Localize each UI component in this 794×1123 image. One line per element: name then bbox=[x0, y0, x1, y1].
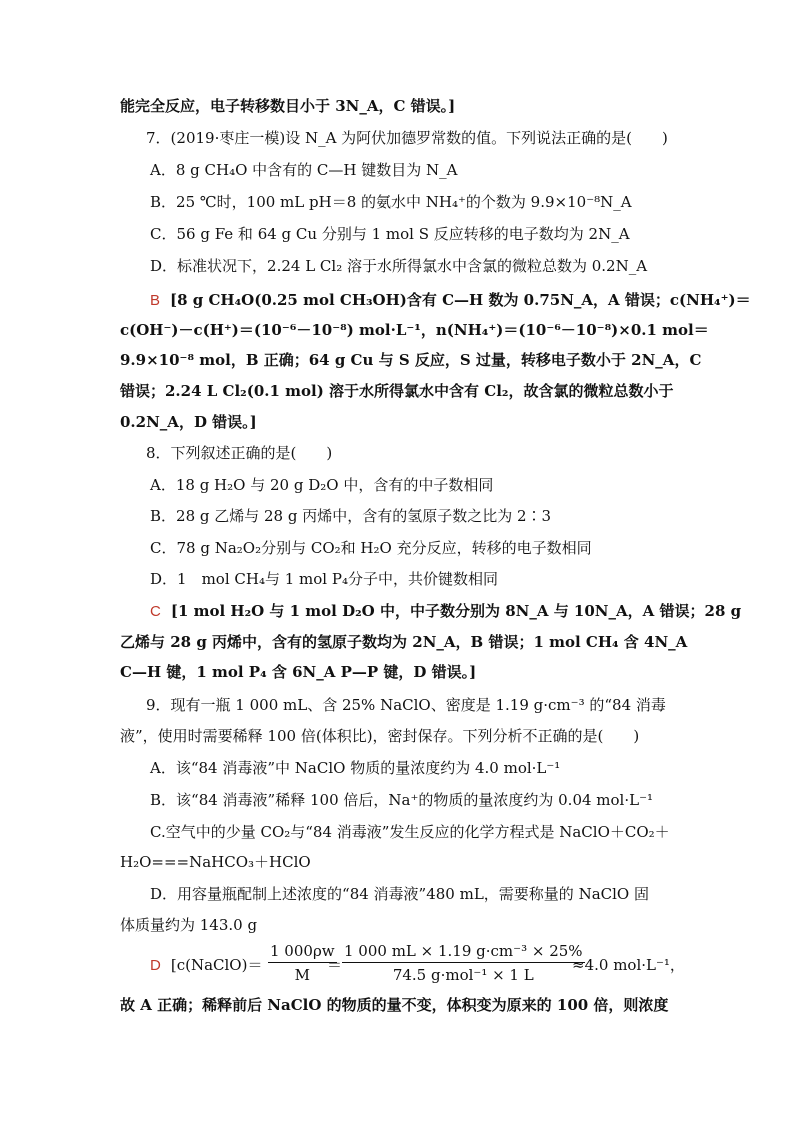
text-line: C—H 键，1 mol P₄ 含 6N_A P—P 键，D 错误。] bbox=[120, 663, 477, 681]
question-8-explanation bbox=[150, 601, 741, 622]
fraction-2-numerator: 1 000 mL × 1.19 g·cm⁻³ × 25% bbox=[342, 942, 585, 963]
question-8-option-d: D．1 mol CH₄与 1 mol P₄分子中，共价键数相同 bbox=[150, 570, 498, 588]
fraction-1-denominator: M bbox=[294, 966, 310, 984]
formula-lhs: [c(NaClO)＝ bbox=[170, 956, 263, 974]
text-line: 能完全反应，电子转移数目小于 3N_A，C 错误。] bbox=[120, 97, 456, 115]
question-7-option-c: C．56 g Fe 和 64 g Cu 分别与 1 mol S 反应转移的电子数均为 2N_A bbox=[150, 225, 630, 243]
question-7-stem: 7．(2019·枣庄一模)设 N_A 为阿伏加德罗常数的值。下列说法正确的是( ) bbox=[146, 129, 668, 147]
text-line: 9.9×10⁻⁸ mol，B 正确；64 g Cu 与 S 反应，S 过量，转移电子数小于 2N_A，C bbox=[120, 351, 702, 369]
text-line: 故 A 正确；稀释前后 NaClO 的物质的量不变，体积变为原来的 100 倍，则浓度 bbox=[120, 996, 669, 1014]
question-7-option-a: A．8 g CH₄O 中含有的 C—H 键数目为 N_A bbox=[150, 161, 458, 179]
question-9-option-d: D．用容量瓶配制上述浓度的“84 消毒液”480 mL，需要称量的 NaClO 固 bbox=[150, 885, 649, 903]
question-9-option-c: C.空气中的少量 CO₂与“84 消毒液”发生反应的化学方程式是 NaClO＋CO₂＋ bbox=[150, 823, 670, 841]
explanation-text: [1 mol H₂O 与 1 mol D₂O 中，中子数分别为 8N_A 与 10N_A，A 错误；28 g bbox=[170, 602, 742, 620]
formula-equals: ＝ bbox=[327, 956, 343, 974]
answer-letter: D bbox=[150, 957, 161, 974]
question-9-option-d-cont: 体质量约为 143.0 g bbox=[120, 916, 258, 934]
text-line: 0.2N_A，D 错误。] bbox=[120, 413, 257, 431]
text-line: 乙烯与 28 g 丙烯中，含有的氢原子数均为 2N_A，B 错误；1 mol CH₄ 含 4N_A bbox=[120, 633, 688, 651]
answer-letter: C bbox=[150, 603, 161, 620]
question-7-option-d: D．标准状况下，2.24 L Cl₂ 溶于水所得氯水中含氯的微粒总数为 0.2N_A bbox=[150, 257, 648, 275]
fraction-1-numerator: 1 000ρw bbox=[268, 942, 337, 963]
question-8-stem: 8．下列叙述正确的是( ) bbox=[146, 444, 333, 462]
text-line: 错误；2.24 L Cl₂(0.1 mol) 溶于水所得氯水中含有 Cl₂，故含氯的微粒总数小于 bbox=[120, 382, 674, 400]
text-line: c(OH⁻)－c(H⁺)＝(10⁻⁶－10⁻⁸) mol·L⁻¹，n(NH₄⁺)＝(10⁻⁶－10⁻⁸)×0.1 mol＝ bbox=[120, 321, 709, 339]
answer-letter-line bbox=[150, 955, 262, 976]
question-7-explanation bbox=[150, 290, 751, 311]
question-9-stem-cont: 液”，使用时需要稀释 100 倍(体积比)，密封保存。下列分析不正确的是( ) bbox=[120, 727, 640, 745]
question-9-option-b: B．该“84 消毒液”稀释 100 倍后，Na⁺的物质的量浓度约为 0.04 mol·L⁻¹ bbox=[150, 791, 654, 809]
fraction-2-denominator: 74.5 g·mol⁻¹ × 1 L bbox=[392, 966, 534, 984]
question-8-option-a: A．18 g H₂O 与 20 g D₂O 中，含有的中子数相同 bbox=[150, 476, 494, 494]
answer-letter: B bbox=[150, 292, 161, 309]
question-8-option-b: B．28 g 乙烯与 28 g 丙烯中，含有的氢原子数之比为 2∶3 bbox=[150, 507, 552, 525]
question-8-option-c: C．78 g Na₂O₂分别与 CO₂和 H₂O 充分反应，转移的电子数相同 bbox=[150, 539, 592, 557]
explanation-text: [8 g CH₄O(0.25 mol CH₃OH)含有 C—H 数为 0.75N_A，A 错误；c(NH₄⁺)＝ bbox=[170, 291, 751, 309]
formula-rhs: ≈4.0 mol·L⁻¹， bbox=[572, 956, 685, 974]
question-9-option-a: A．该“84 消毒液”中 NaClO 物质的量浓度约为 4.0 mol·L⁻¹ bbox=[150, 759, 561, 777]
question-9-option-c-cont: H₂O===NaHCO₃＋HClO bbox=[120, 853, 311, 871]
fraction-2 bbox=[342, 942, 585, 984]
question-9-stem: 9．现有一瓶 1 000 mL、含 25% NaClO、密度是 1.19 g·cm⁻³ 的“84 消毒 bbox=[146, 696, 666, 714]
question-7-option-b: B．25 ℃时，100 mL pH＝8 的氨水中 NH₄⁺的个数为 9.9×10⁻⁸N_A bbox=[150, 193, 632, 211]
